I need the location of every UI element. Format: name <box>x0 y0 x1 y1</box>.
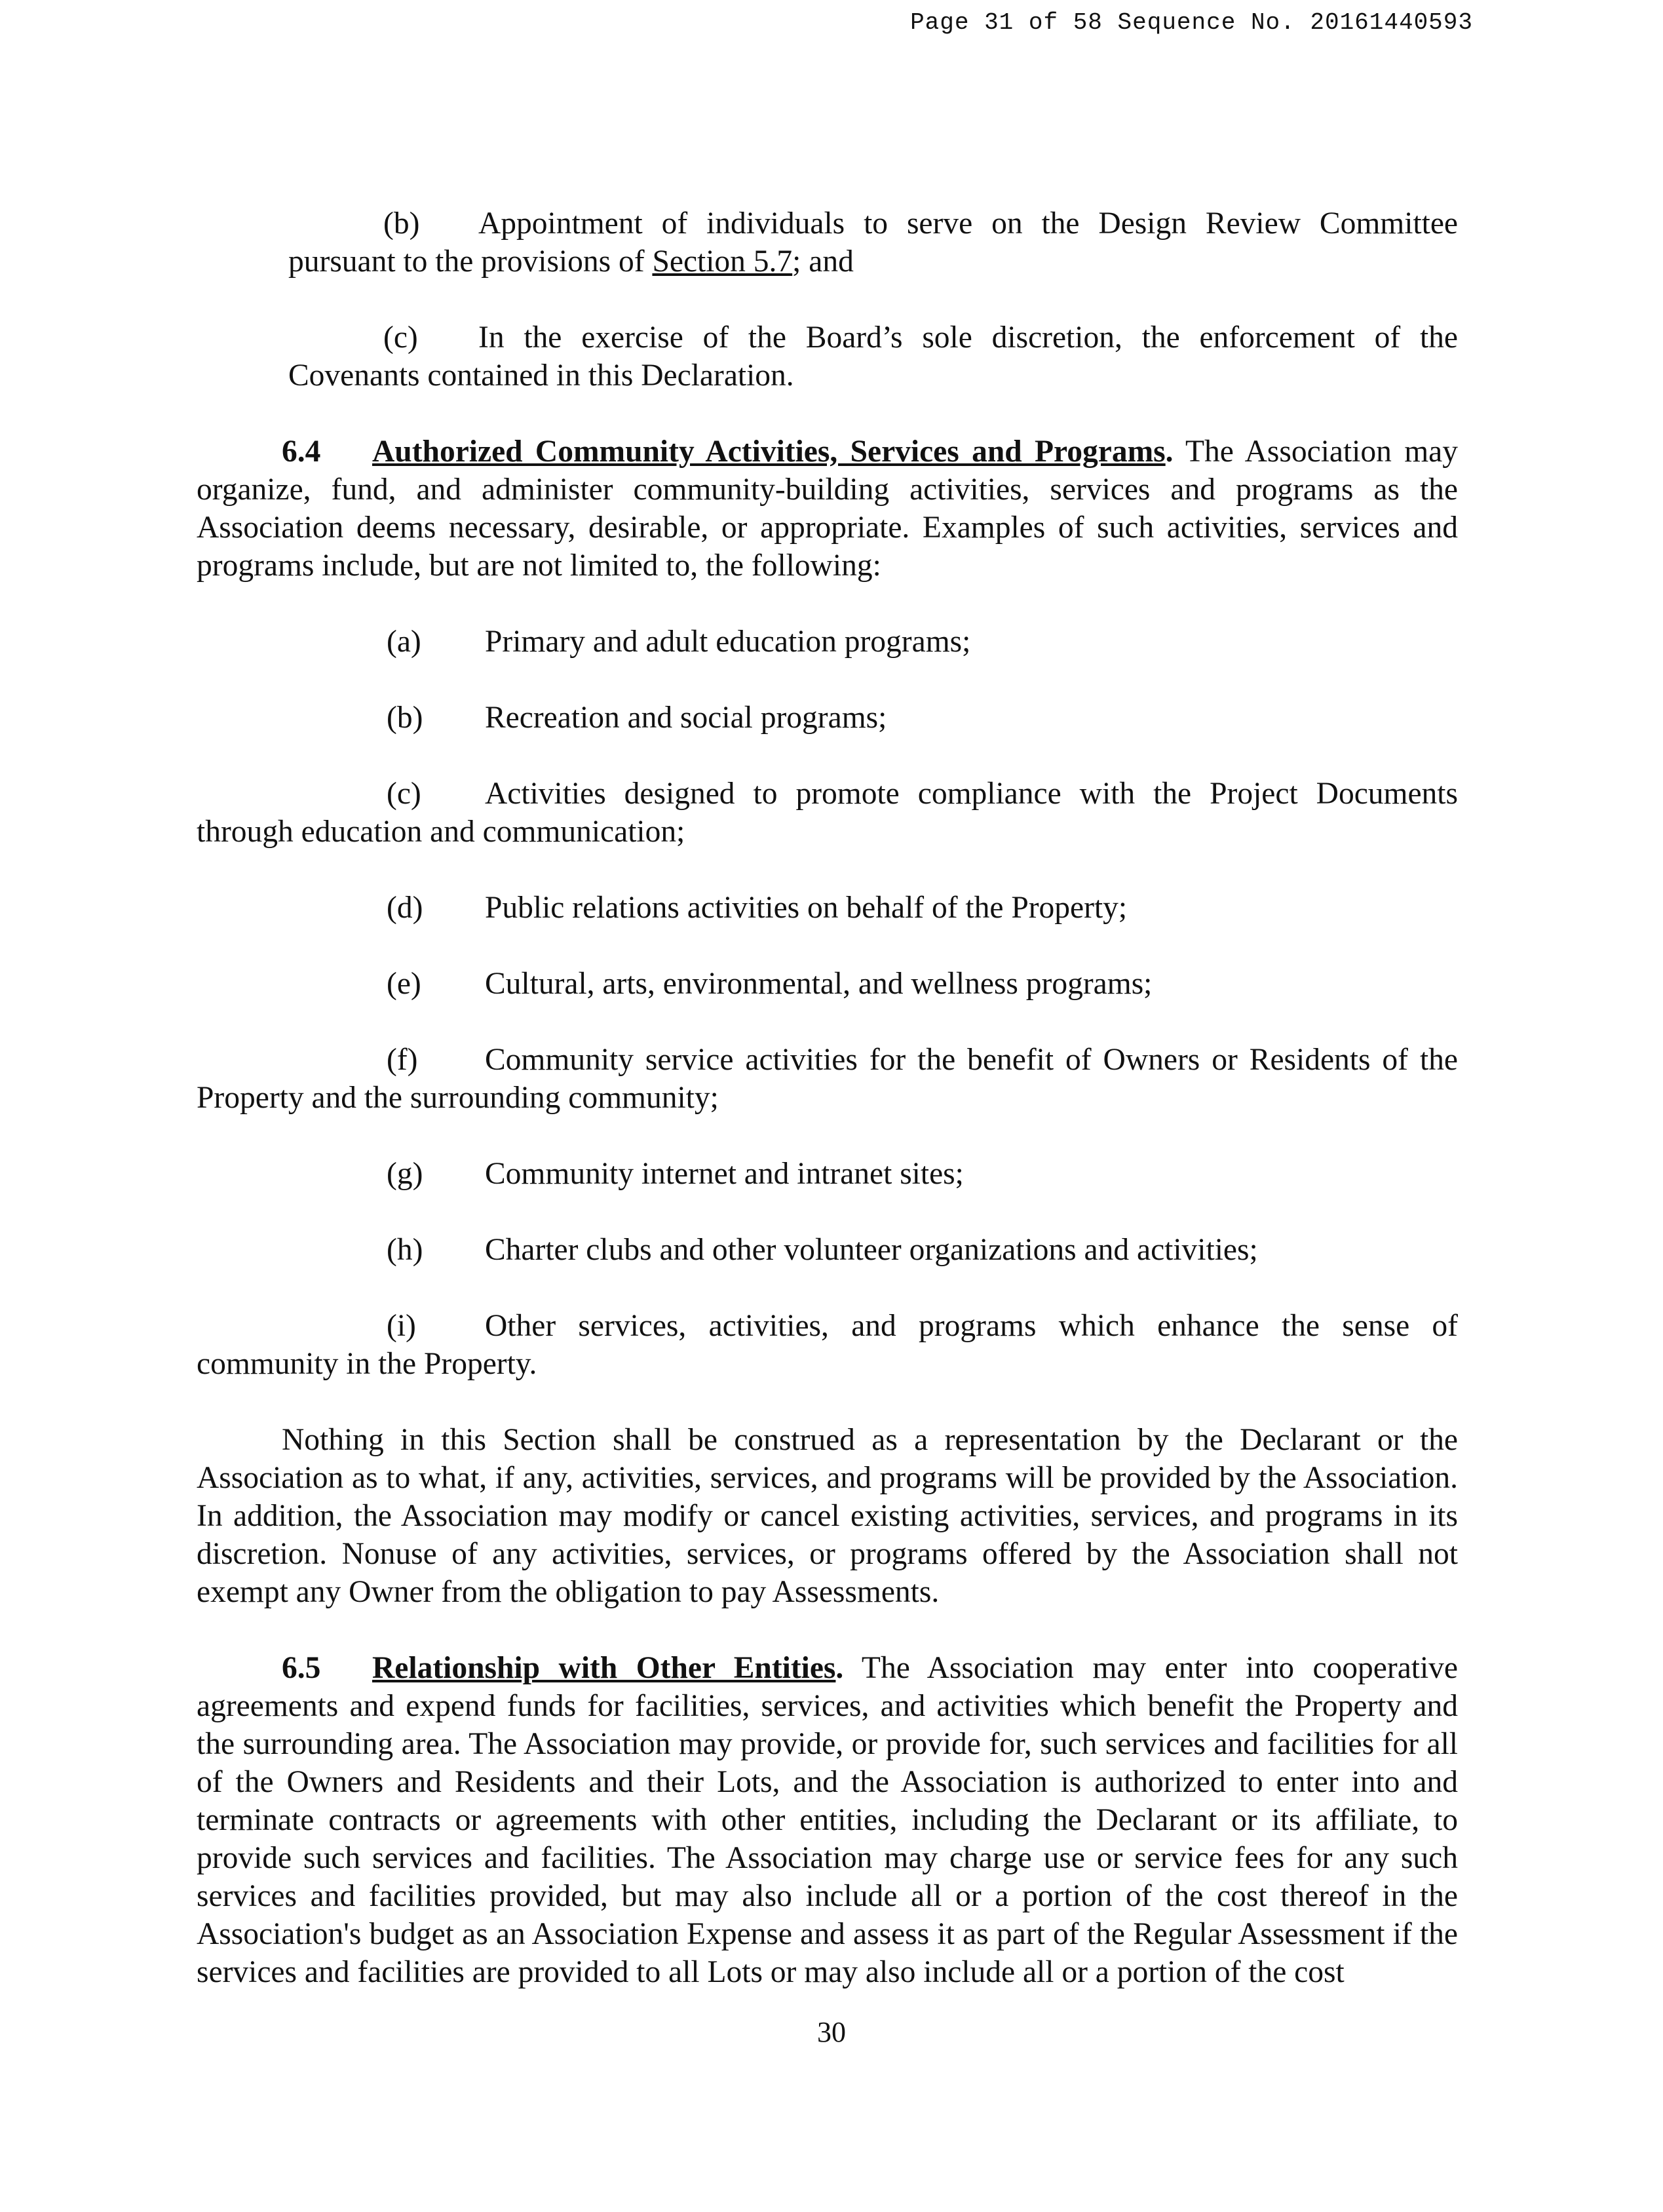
section-title: Relationship with Other Entities <box>372 1651 836 1685</box>
nothing-paragraph: Nothing in this Section shall be construed as a representation by the Declarant or the Association as to what, if any, activities, services, and programs will be provided by the Association. In addition, the Association may modify or cancel existing activities, services, and programs in its discretion. Nonuse of any activities, services, or programs offered by the Association shall not exempt any Owner from the obligation to pay Assessments. <box>197 1423 1458 1609</box>
document-body <box>197 204 1458 1991</box>
list-item-text: Public relations activities on behalf of the Property; <box>485 891 1128 925</box>
list-item-label: (d) <box>387 891 423 925</box>
list-item-text: Other services, activities, and programs which enhance the sense of community in the Property. <box>197 1309 1458 1381</box>
list-item-label: (a) <box>387 625 421 659</box>
list-item <box>197 1307 1458 1383</box>
page-header: Page 31 of 58 Sequence No. 20161440593 <box>910 9 1473 36</box>
section-6-4 <box>197 433 1458 585</box>
list-item-label: (b) <box>387 701 423 735</box>
list-item <box>197 1155 1458 1193</box>
subsection-c <box>288 319 1458 395</box>
list-item-label: (g) <box>387 1157 423 1191</box>
section-6-5 <box>197 1649 1458 1991</box>
list-item <box>197 775 1458 851</box>
list-item-label: (i) <box>387 1309 416 1343</box>
list-item-text: Cultural, arts, environmental, and wellness programs; <box>485 967 1153 1001</box>
section-number: 6.4 <box>282 435 321 469</box>
section-title-end: . <box>835 1651 844 1685</box>
list-item <box>197 1231 1458 1269</box>
list-item <box>197 889 1458 927</box>
subsection-label: (b) <box>383 206 420 241</box>
list-item-text: Recreation and social programs; <box>485 701 887 735</box>
subsection-text-end: ; and <box>792 244 854 279</box>
list-item-text: Charter clubs and other volunteer organizations and activities; <box>485 1233 1258 1267</box>
section-reference-link: Section 5.7 <box>652 244 793 279</box>
section-title-end: . <box>1165 435 1174 469</box>
list-item-text: Community service activities for the benefit of Owners or Residents of the Property and the surrounding community; <box>197 1043 1458 1115</box>
list-item <box>197 623 1458 661</box>
section-number: 6.5 <box>282 1651 321 1685</box>
list-item <box>197 699 1458 737</box>
list-item-label: (f) <box>387 1043 418 1077</box>
section-text: The Association may enter into cooperative agreements and expend funds for facilities, services, and activities which benefit the Property and the surrounding area. The Association may provide, or provide for, such services and facilities for all of the Owners and Residents and their Lots, and the Association is authorized to enter into and terminate contracts or agreements with other entities, including the Declarant or its affiliate, to provide such services and facilities. The Association may charge use or service fees for any such services and facilities provided, but may also include all or a portion of the cost thereof in the Association's budget as an Association Expense and assess it as part of the Regular Assessment if the services and facilities are provided to all Lots or may also include all or a portion of the cost <box>197 1651 1459 1989</box>
list-item-label: (h) <box>387 1233 423 1267</box>
list-item <box>197 965 1458 1003</box>
list-item-text: Activities designed to promote compliance with the Project Documents through education and communication; <box>197 777 1458 849</box>
page-number: 30 <box>817 2016 846 2048</box>
list-item-text: Community internet and intranet sites; <box>485 1157 964 1191</box>
list-item <box>197 1041 1458 1117</box>
subsection-b <box>288 204 1458 281</box>
subsection-text: Appointment of individuals to serve on the Design Review Committee pursuant to the provisions of <box>288 206 1458 279</box>
subsection-label: (c) <box>383 320 418 355</box>
section-title: Authorized Community Activities, Services and Programs <box>372 435 1166 469</box>
section-text: The Association may organize, fund, and administer community-building activities, services and programs as the Association deems necessary, desirable, or appropriate. Examples of such activities, services and programs include, but are not limited to, the following: <box>197 435 1458 583</box>
list-item-label: (e) <box>387 967 421 1001</box>
list-item-label: (c) <box>387 777 421 811</box>
list-item-text: Primary and adult education programs; <box>485 625 971 659</box>
subsection-text: In the exercise of the Board’s sole discretion, the enforcement of the Covenants contained in this Declaration. <box>288 320 1458 393</box>
